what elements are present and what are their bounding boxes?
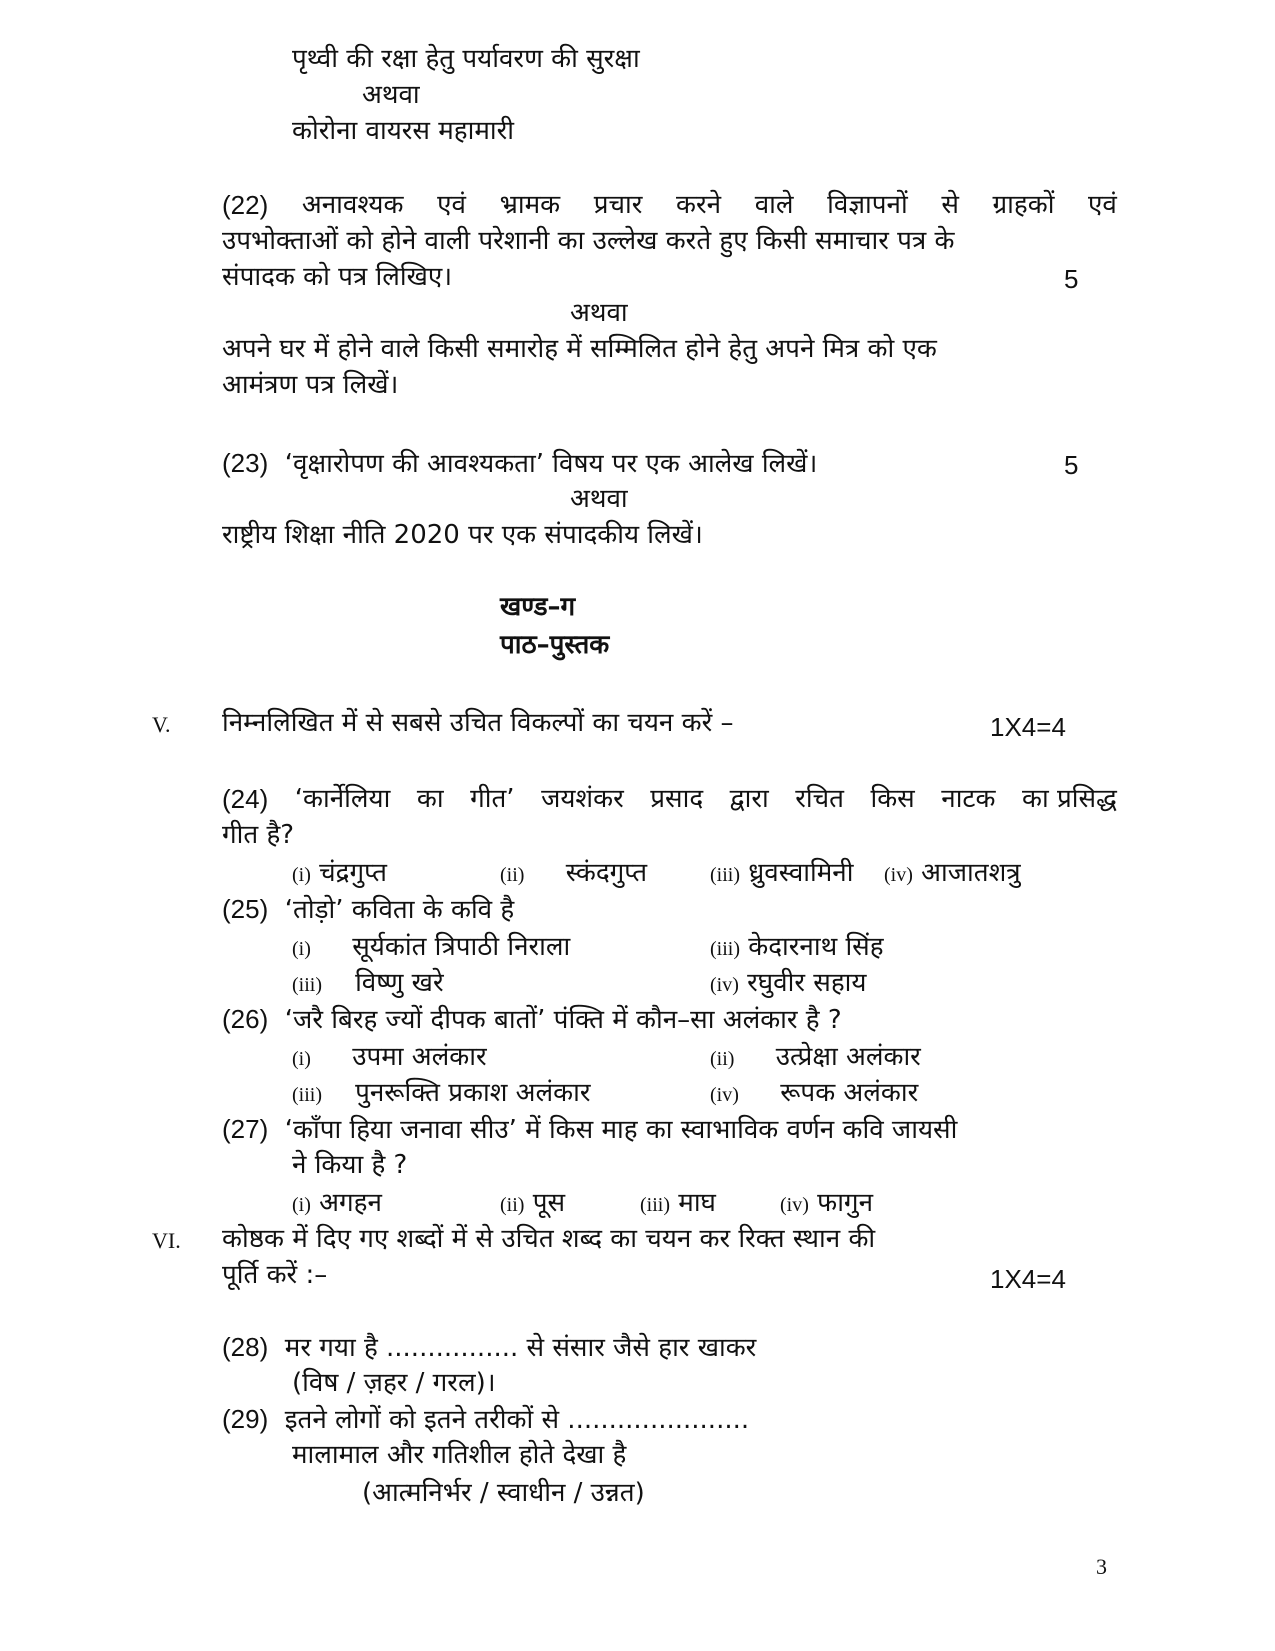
q25-option-2: (iii) केदारनाथ सिंह xyxy=(710,932,884,962)
q24-option-4: (iv) आजातशत्रु xyxy=(884,858,1021,888)
q23-alt: राष्ट्रीय शिक्षा नीति 2020 पर एक संपादकीय लिखें। xyxy=(222,520,703,550)
q27-question-line-1: (27) ‘काँपा हिया जनावा सीउ’ में किस माह का स्वाभाविक वर्णन कवि जायसी xyxy=(222,1114,958,1145)
part-v-marks: 1X4=4 xyxy=(990,712,1066,742)
q25-option-4: (iv) रघुवीर सहाय xyxy=(710,968,867,998)
q24-option-3: (iii) ध्रुवस्वामिनी xyxy=(710,858,854,888)
q26-question: (26) ‘जरै बिरह ज्यों दीपक बातों’ पंक्ति में कौन–सा अलंकार है ? xyxy=(222,1004,842,1035)
q22-alt-line-1: अपने घर में होने वाले किसी समारोह में सम्मिलित होने हेतु अपने मित्र को एक xyxy=(222,334,937,364)
page-number: 3 xyxy=(1096,1554,1107,1579)
q22-marks: 5 xyxy=(1064,264,1079,294)
q22-line-2: उपभोक्ताओं को होने वाली परेशानी का उल्लेख करते हुए किसी समाचार पत्र के xyxy=(222,226,955,256)
q27-option-1: (i) अगहन xyxy=(292,1188,382,1218)
q24-option-1: (i) चंद्रगुप्त xyxy=(292,858,387,888)
q25-question: (25) ‘तोड़ो’ कविता के कवि है xyxy=(222,894,515,925)
q27-question-line-2: ने किया है ? xyxy=(292,1150,408,1180)
essay-topic-2: पृथ्वी की रक्षा हेतु पर्यावरण की सुरक्षा xyxy=(292,44,640,74)
q22-line-1: (22) अनावश्यक एवं भ्रामक प्रचार करने वाले विज्ञापनों से ग्राहकों एवं xyxy=(222,190,1117,220)
q24-line-1: (24) ‘कार्नेलिया का गीत’ जयशंकर प्रसाद द्वारा रचित किस नाटक का प्रसिद्ध xyxy=(222,784,1117,814)
q26-option-2: (ii) उत्प्रेक्षा अलंकार xyxy=(710,1042,921,1072)
q23-question: (23) ‘वृक्षारोपण की आवश्यकता’ विषय पर एक आलेख लिखें। xyxy=(222,448,818,479)
q27-option-2: (ii) पूस xyxy=(500,1188,566,1218)
q25-option-3: (iii) विष्णु खरे xyxy=(292,968,444,998)
q29-question-line-2: मालामाल और गतिशील होते देखा है xyxy=(292,1440,627,1470)
part-vi-instruction-line-2: पूर्ति करें :– xyxy=(222,1260,328,1290)
q26-option-3: (iii) पुनरूक्ति प्रकाश अलंकार xyxy=(292,1078,591,1108)
q22-line-3: संपादक को पत्र लिखिए। xyxy=(222,262,453,292)
part-v-numeral: V. xyxy=(152,712,171,737)
part-vi-instruction-line-1: कोष्ठक में दिए गए शब्दों में से उचित शब्द का चयन कर रिक्त स्थान की xyxy=(222,1224,876,1254)
section-subtitle: पाठ–पुस्तक xyxy=(500,630,610,660)
q28-choices: (विष / ज़हर / गरल)। xyxy=(292,1368,496,1398)
q29-question-line-1: (29) इतने लोगों को इतने तरीकों से ...................... xyxy=(222,1404,750,1435)
or-label: अथवा xyxy=(362,80,420,110)
essay-topic-3: कोरोना वायरस महामारी xyxy=(292,116,514,146)
q24-line-2: गीत है? xyxy=(222,820,295,850)
part-vi-numeral: VI. xyxy=(152,1228,181,1253)
q22-number: (22) xyxy=(222,190,269,220)
q26-option-4: (iv) रूपक अलंकार xyxy=(710,1078,919,1108)
part-vi-marks: 1X4=4 xyxy=(990,1264,1066,1294)
section-title: खण्ड–ग xyxy=(500,592,576,622)
q28-question: (28) मर गया है ................ से संसार जैसे हार खाकर xyxy=(222,1332,757,1363)
q22-alt-line-2: आमंत्रण पत्र लिखें। xyxy=(222,370,399,400)
q22-or-label: अथवा xyxy=(570,298,628,328)
q23-marks: 5 xyxy=(1064,450,1079,480)
q23-or-label: अथवा xyxy=(570,484,628,514)
q25-option-1: (i) सूर्यकांत त्रिपाठी निराला xyxy=(292,932,571,962)
q26-option-1: (i) उपमा अलंकार xyxy=(292,1042,487,1072)
q24-option-2: (ii) स्कंदगुप्त xyxy=(500,858,648,888)
part-v-instruction: निम्नलिखित में से सबसे उचित विकल्पों का चयन करें – xyxy=(222,708,734,738)
q27-option-4: (iv) फागुन xyxy=(780,1188,874,1218)
q29-choices: (आत्मनिर्भर / स्वाधीन / उन्नत) xyxy=(362,1478,645,1508)
q27-option-3: (iii) माघ xyxy=(640,1188,716,1218)
